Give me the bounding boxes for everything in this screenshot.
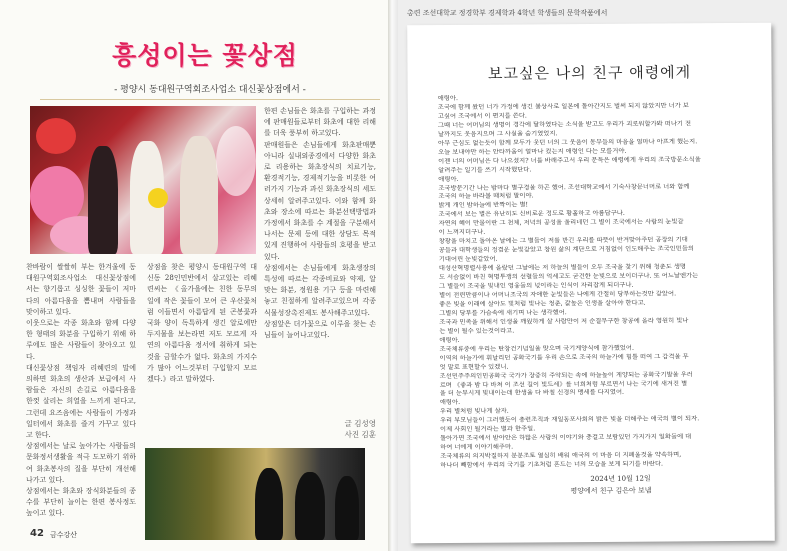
paragraph: 대신꽃상점 책임자 리혜련의 말에 의하면 화초의 생산과 보급에서 사람들은 자신의 손길로 아름다움을 한껏 살리는 희열을 느끼게 된다고, 그런데 요즈음에는 사람들이 가정과 일터에서 화초를 즐겨 가꾸고 있다고 한다. xyxy=(26,363,136,440)
book-gutter xyxy=(388,0,398,551)
letter-line: 애령아. xyxy=(439,336,460,344)
article-column-3 xyxy=(264,106,376,341)
letter-line: 그 별들이 조국을 빛내인 영웅들의 넋이라는 인식이 자리잡게 되더구나. xyxy=(438,281,634,291)
white-flower-icon xyxy=(216,126,256,196)
letter-line: 그때 너는 어머님의 생명이 경각에 달하였다는 소식을 받고도 우리가 괴로워할가봐 떠나기 전 xyxy=(437,120,692,129)
paragraph: 이웃으로는 각종 화초와 함께 다양한 형태의 화분을 구입하기 위해 하루에도 많은 사람들이 찾아오고 있다. xyxy=(26,319,136,361)
page-number: 42 xyxy=(30,528,44,539)
letter-line: 이제 사회인 될거라는 별과 한주일. xyxy=(439,425,536,434)
letter-title: 보고싶은 나의 친구 애령에게 xyxy=(487,63,692,83)
letter-line: 창광을 마치고 돌아온 날에는 그 별들이 저를 반긴 우리를 따뜻이 반겨맞아주던 공장의 기대 xyxy=(438,236,688,246)
shop-entrance-photo xyxy=(145,448,365,540)
paragraph: 상점에서는 화초와 장식화분들의 종수를 부단히 늘이는 한편 봉사정도 높이고 있다. xyxy=(26,487,136,518)
byline-photo: 사진 김훈 xyxy=(344,430,376,439)
letter-line: 조국에서 보는 별은 유난히도 신비로운 정도로 황홀하고 아름답구나. xyxy=(438,210,625,219)
letter-line: 이젠 너의 어머님은 다 나으셨지? 너를 바래주고서 우리 문득은 애령에게 우리의 조국방문소식을 xyxy=(438,155,701,165)
letter-line: 엇 말로 표현할수 있겠니. xyxy=(439,363,509,371)
letter-line: 조국과 민족을 위해서 인생을 깨웠하게 살 사람만이 저 순결무구한 창공에 올라 영원히 빛나 xyxy=(439,317,689,326)
article-title: 흥성이는 꽃상점 xyxy=(112,41,298,70)
letter-line: 조국의 하늘 바라볼 때처럼 말이야. xyxy=(438,192,534,201)
letter-line: 조국체류의 의지박질하지 분분조토 열심히 배워 애국의 이 마음 더 지폐울것을 약속하며, xyxy=(440,451,682,461)
person-figure xyxy=(295,472,325,540)
letter-line: 별이 전련만큼이나 어머니조국의 자애한 눈빛들은 나에게 간절히 당부하는것만 같았어. xyxy=(439,290,677,300)
paragraph: 한편 손님들은 화초를 구입하는 과정에 판매원들로부터 화초에 대한 리해를 더욱 풍부히 하고있다. xyxy=(264,107,376,138)
person-figure xyxy=(88,146,118,254)
yellow-flower-icon xyxy=(148,188,168,208)
letter-line: 우리 부모님들이 그러했듯이 총련조직과 재일동포사회의 밝은 빛을 더해주는 애국의 별이 되자. xyxy=(439,415,700,425)
letter-line: 애령아. xyxy=(437,94,458,103)
letter-line: 이 느껴지더구나. xyxy=(438,229,486,237)
letter-line: 이역의 하늘가에 휘날리던 공화국기를 우리 손으로 조국의 하늘가에 힘틀 떠여 그 감격을 무 xyxy=(439,352,689,362)
letter-line: 르며 《좋과 밤 다 바쳐 이 조선 길이 빛드세》를 너희처럼 부르면서 나는 국기에 새겨진 별 xyxy=(439,379,688,389)
letter-line: 돌아가면 조국에서 받아안은 하많은 사랑의 이야기와 충걸고 보람있던 가지가지 일화들에 대 xyxy=(440,433,692,443)
letter-line: 을 더 눈부시게 빛내이는데 한생을 다 바칠 신경의 맹세를 다지였어. xyxy=(439,389,625,398)
article-column-2 xyxy=(147,262,257,385)
paragraph: 상점앞은 더가꽃으로 이루을 찾는 손님들이 늘어나고있다. xyxy=(264,319,376,340)
title-divider xyxy=(40,99,380,100)
letter-date: 2024년 10월 12일 xyxy=(590,474,651,484)
paragraph: 상점에서는 손님들에게 화초생장의 특성에 따르는 각종비료와 약제, 알맞는 화분, 정원용 기구 등을 마련해놓고 친절하게 알려주고있으며 각종 식물성장촉진제도 봉사해주고있다. xyxy=(264,263,376,317)
byline-writer: 글 김성영 xyxy=(344,419,376,428)
paragraph: 판매원들은 손님들에게 화초판매뿐아니라 실내외종경에서 다양한 화초로 리용하는 화초장식의 치료기능, 환경적기능, 경제적기능을 비롯한 여러가지 기능과 과신 화초장식의 세도 상세히 알려주고있다. 이와 함께 화초와 장소에 따르는 화분선택방법과 가정에서 화초를 수 계절을 구분해서 나서는 문제 등에 대한 상담도 목적 있게 진행하여 사람들의 호평을 받고있다. xyxy=(264,140,376,261)
letter-line: 자연의 혜이 만물이란 그 천체, 저녁의 공성을 울리네던 그 별이 조국에서는 사람의 눈빛같 xyxy=(438,218,684,228)
letter-line: 고싶어 조국에서 이 편지를 쓴다. xyxy=(437,112,527,120)
letter-line: 밝게 개인 밤하늘에 반짝이는 별! xyxy=(438,201,529,210)
letter-line: 우리 별처럼 빛나게 살자. xyxy=(439,407,509,416)
magazine-name: 금수강산 xyxy=(50,531,78,539)
letter-body xyxy=(438,93,753,471)
letter-line: 조국체류중에 우리는 탄창건기념일을 맞으며 국기게양식에 참가했었어. xyxy=(439,344,634,353)
letter-line: 하여 너에게 이야기해주마. xyxy=(440,443,514,452)
letter-signature: 평양에서 친구 김은아 보냄 xyxy=(570,486,652,496)
letter-line: 오늘 보내야만 하는 안타까움이 얼마나 컸는지 애령인 다는 모를거야. xyxy=(438,147,627,156)
letter-line: 대성산혁명렬사릉에 올랐던 그날에는 저 하늘의 별들이 오두 조국을 찾기 위해 청춘도 생명 xyxy=(438,263,687,273)
letter-line: 조국에 함께 왔던 너가 가정에 생긴 불상사로 일본에 돌아간지도 벌써 되지 않았지만 너가 보 xyxy=(437,102,689,112)
letter-sheet xyxy=(407,23,775,544)
letter-line: 그별의 당부를 가슴속에 새기며 나는 생각했어. xyxy=(439,309,567,317)
paragraph: 찬바람이 쌀쌀히 부는 한겨울에 동대원구역회조사업소 대신꽃상점에서는 향기롭고 싱싱한 꽃들이 저마다의 아름다움을 뽐내며 사람들을 맞이하고 있다. xyxy=(26,263,136,316)
red-flower-icon xyxy=(36,118,76,154)
person-figure xyxy=(335,476,359,540)
letter-line: 애령아. xyxy=(438,175,459,183)
article-subtitle: - 평양시 동대원구역회조사업소 대신꽃상점에서 - xyxy=(114,85,306,95)
letter-line: 날까지도 웃음지으며 그 사실을 숨기였었지. xyxy=(437,130,558,138)
flower-shop-photo xyxy=(30,106,256,254)
person-figure xyxy=(180,136,218,254)
letter-line: 아무 근심도 없는듯이 함께 모두가 웃던 너의 그 웃음이 동무들의 마음을 얼마나 아프게 했는지. xyxy=(437,138,698,147)
letter-line: 는 별이 될수 있는것이라고. xyxy=(439,327,515,335)
letter-line: 공들과 대학생들의 정겹운 눈빛같았고 창원 삶의 계단으로 거침없이 인도해주는 조국인민들의 xyxy=(438,245,695,255)
left-page xyxy=(0,0,393,551)
paragraph: 상점에서는 날로 높아가는 사람들의 문화정서생활을 적극 도모하기 위하여 화초봉사의 질을 부단히 개선해나가고 있다. xyxy=(26,442,136,484)
letter-line: 좋은 빛을 이래에 살아도 빛처럼 빛나는 청춘, 값높은 인생을 살아야 한다고. xyxy=(439,299,646,308)
section-header: 총련 조선대학교 정경학부 경제학과 4학년 학생들의 문학작품에서 xyxy=(407,9,608,17)
byline xyxy=(310,418,376,440)
letter-line: 알려주는 일기를 쓰기 시작했단다. xyxy=(438,166,532,174)
article-column-1 xyxy=(26,262,136,520)
paragraph: 상점을 찾은 평양시 동대원구역 대신동 28인민반에서 살고있는 리혜련씨는 《올가을에는 친한 동무의 일에 작은 꽃들이 모여 큰 우산꽃처럼 이들면서 아름답게 된 곤봉꽃과 국화 양이 독특하게 생긴 알로에만두지물을 보는라면 저도 모르게 자연의 아름다움 정서에 취하게 되는것을 금할수가 없다. 화초의 가지수가 많아 어느것부터 구입할지 모르겠다.》라고 말하였다. xyxy=(147,263,257,384)
right-page xyxy=(393,0,787,551)
letter-line: 기대어린 눈빛같았어. xyxy=(438,255,498,264)
letter-line: 애령아. xyxy=(439,399,461,407)
letter-line: 하나더 빼함에서 우리의 국기를 기초처럼 혼드는 너의 모습을 보게 되기를 바란다. xyxy=(440,460,664,470)
letter-line: 조선민주주의인민공화국 국가가 장중히 주악되는 속에 하늘높이 게양되는 공화국기발을 우러 xyxy=(439,370,693,380)
person-figure xyxy=(255,468,283,540)
letter-line: 도 서슴없이 바친 혁명투쟁의 선렬들의 억세고도 굳건한 눈빛으로 보이더구나. 또 어느날엔가는 xyxy=(438,272,699,282)
letter-line: 조국방문기간 나는 밤마다 별구경을 하곤 했어. 조선대학교에서 기숙사창문너머로 너와 함께 xyxy=(438,182,690,192)
